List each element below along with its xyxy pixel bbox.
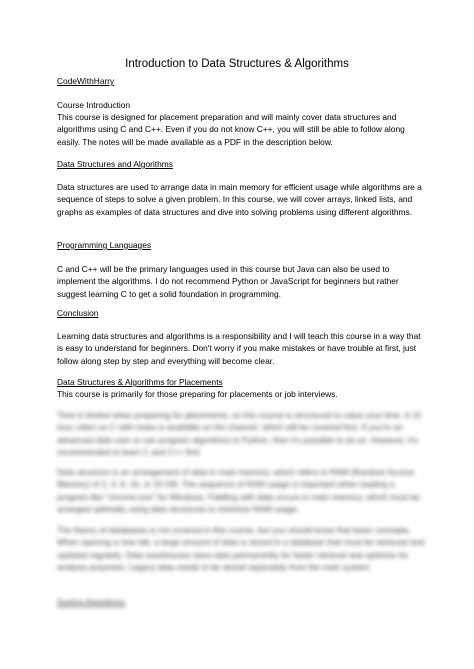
section-body-conclusion: Learning data structures and algorithms is a responsibility and I will teach this course in a way that is easy to understand for beginners. Don't worry if you make mistakes or have trouble at first, just follow along step by step and everything will become clear. [57,331,421,366]
section-body-placements: This course is primarily for those preparing for placements or job interviews. [57,389,338,399]
author-name: CodeWithHarry [57,76,115,86]
section-heading-placements: Data Structures & Algorithms for Placements [57,377,223,387]
blurred-paragraph-3: The theory of databases is not covered in this course, but you should know that basic concepts. When opening a new tab, a large amount of data is stored in a database that must be retrieved and updated regularly. Data warehouses store data permanently for faster retrieval and optimize for analysis purposes. Legacy data needs to be stored separately from the main system. [57,525,425,573]
blurred-paragraph-2: Data structure is an arrangement of data in main memory, which refers to RAM (Random Access Memory) of 2, 4, 8, 16, or 32 GB. The sequence of RAM usage is important when loading a program like "chrome.exe" for Windows. Fiddling with data occurs in main memory, which must be arranged optimally using data structures to minimize RAM usage. [57,467,420,515]
section-heading-programming-languages: Programming Languages [57,240,152,250]
document-title: Introduction to Data Structures & Algorithms [125,58,349,70]
blurred-heading-sorting-algorithms: Sorting Algorithms [57,597,125,607]
section-heading-data-structures-and-algorithms: Data Structures and Algorithms [57,159,173,169]
blurred-paragraph-1: Time is limited when preparing for placements, so this course is structured to value your time. A 15 hour video on C with notes is available on the channel, which will be covered first. If you're an advanced data user or can program algorithms in Python, then it's possible to do so. However, it's recommended to learn C and C++ first. [57,410,422,458]
section-heading-conclusion: Conclusion [57,308,99,318]
section-heading-course-introduction: Course Introduction [57,100,131,110]
section-body-data-structures-and-algorithms: Data structures are used to arrange data in main memory for efficient usage while algorithms are a sequence of steps to solve a given problem. In this course, we will cover arrays, linked lists, and graphs as examples of data structures and dive into solving problems using different algorithms. [57,182,422,217]
section-body-programming-languages: C and C++ will be the primary languages used in this course but Java can also be used to implement the algorithms. I do not recommend Python or JavaScript for beginners but rather suggest learning C to get a solid foundation in programming. [57,264,399,299]
section-body-course-introduction: This course is designed for placement preparation and will mainly cover data structures and algorithms using C and C++. Even if you do not know C++, you will still be able to follow along easily. The notes will be made available as a PDF in the description below. [57,112,405,147]
